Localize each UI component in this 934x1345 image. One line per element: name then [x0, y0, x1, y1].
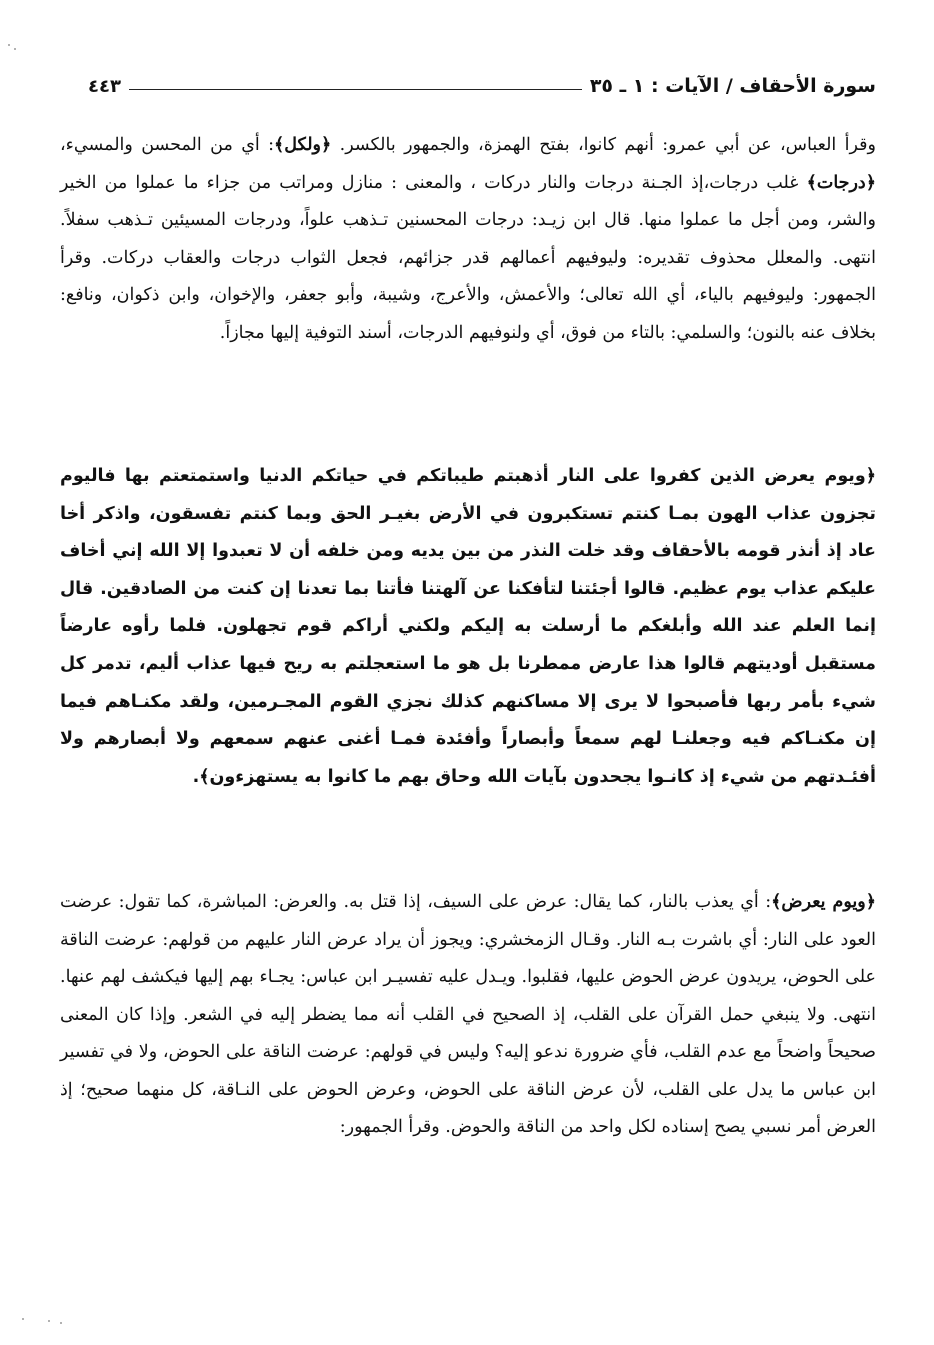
- scan-speck: [14, 48, 16, 50]
- quoted-term-wayawma-yuradu: ﴿ويوم يعرض﴾: [771, 892, 876, 912]
- surah-title: سورة الأحقاف / الآيات : ١ ـ ٣٥: [589, 75, 876, 97]
- quoted-term-darajat: ﴿درجات﴾: [806, 172, 876, 193]
- commentary-paragraph-top: [60, 127, 876, 352]
- scan-speck: [60, 1322, 62, 1324]
- commentary-part-3: غلب درجات،إذ الجـنة درجات والنار دركات ، والمعنى : منازل ومراتب من جزاء ما عملوا من الخير والشر، ومن أجل ما عملوا منها. قال ابن زيـد: درجات المحسنين تـذهب علواً، ودرجات المسيئين تـذهب سفلاً. انتهى. والمعلل محذوف تقديره: وليوفيهم أعمالهم قدر جزائهم، فجعل الثواب درجات والعقاب دركات. وقرأ الجمهور: وليوفيهم بالياء، أي الله تعالى؛ والأعمش، والأعرج، وشيبة، وأبو جعفر، والإخوان، وابن ذكوان، ونافع: بخلاف عنه بالنون؛ والسلمي: بالتاء من فوق، أي ولنوفيهم الدرجات، أسند التوفية إليها مجازاً.: [60, 172, 876, 343]
- scan-speck: [22, 1318, 24, 1320]
- page-number: ٤٤٣: [88, 75, 121, 97]
- quran-verse-block: ﴿ويوم يعرض الذين كفروا على النار أذهبتم طيباتكم في حياتكم الدنيا واستمتعتم بها فاليوم تجزون عذاب الهون بمـا كنتم تستكبرون في الأرض بغيـر الحق وبما كنتم تفسقون، واذكر أخا عاد إذ أنذر قومه بالأحقاف وقد خلت النذر من بين يديه ومن خلفه أن لا تعبدوا إلا الله إني أخاف عليكم عذاب يوم عظيم. قالوا أجئتنا لتأفكنا عن آلهتنا فأتنا بما تعدنا إن كنت من الصادقين. قال إنما العلم عند الله وأبلغكم ما أرسلت به إليكم ولكني أراكم قوم تجهلون. فلما رأوه عارضاً مستقبل أوديتهم قالوا هذا عارض ممطرنا بل هو ما استعجلتم به ريح فيها عذاب أليم، تدمر كل شيء بأمر ربها فأصبحوا لا يرى إلا مساكنهم كذلك نجزي القوم المجـرمين، ولقد مكنـاهم فيما إن مكنـاكم فيه وجعلنـا لهم سمعاً وأبصاراً وأفئدة فمـا أغنى عنهم سمعهم ولا أبصارهم ولا أفئـدتهم من شيء إذ كانـوا يجحدون بآيات الله وحاق بهم ما كانوا به يستهزءون﴾.: [60, 466, 876, 787]
- commentary-paragraph-bottom: [60, 884, 876, 1147]
- scan-speck: [48, 1320, 50, 1322]
- commentary-lead: وقرأ العباس، عن أبي عمرو: أنهم كانوا، بفتح الهمزة، والجمهور بالكسر.: [339, 135, 876, 155]
- scan-speck: [8, 44, 10, 46]
- quoted-term-walikullin: ﴿ولكل﴾: [274, 135, 332, 155]
- commentary-bottom-text: : أي يعذب بالنار، كما يقال: عرض على السيف، إذا قتل به. والعرض: المباشرة، كما تقول: عرضت العود على النار: أي باشرت بـه النار. وقـال الزمخشري: ويجوز أن يراد عرض النار عليهم من قولهم: عرضت الناقة على الحوض، يريدون عرض الحوض عليها، فقلبوا. ويـدل عليه تفسيـر ابن عباس: يجـاء بهم إليها فيكشف لهم عنها. انتهى. ولا ينبغي حمل القرآن على القلب، إذ الصحيح في القلب أنه مما يضطر إليه في الشعر. وإذا كان المعنى صحيحاً واضحاً مع عدم القلب، فأي ضرورة ندعو إليه؟ وليس في قولهم: عرضت الناقة على الحوض، ولا في تفسير ابن عباس ما يدل على القلب، لأن عرض الناقة على الحوض، وعرض الحوض على النـاقة، كل منهما صحيح؛ إذ العرض أمر نسبي يصح إسناده لكل واحد من الناقة والحوض. وقرأ الجمهور:: [60, 892, 876, 1137]
- page-header: [88, 72, 876, 100]
- header-rule: [129, 89, 582, 90]
- commentary-part-2: : أي من المحسن والمسيء،: [60, 135, 275, 155]
